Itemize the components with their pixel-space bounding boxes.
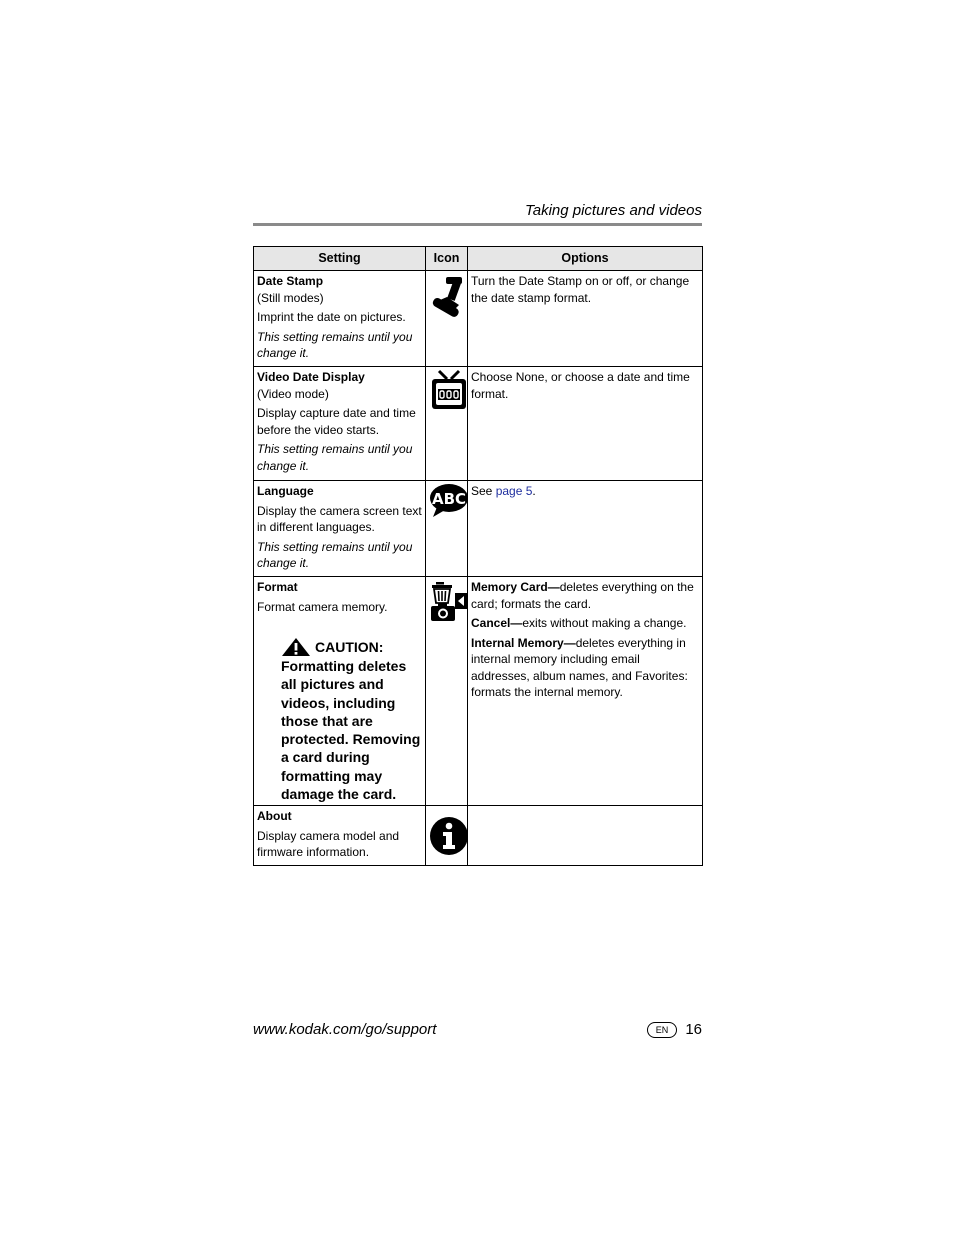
setting-description: Display capture date and time before the video starts. [257,406,416,437]
footer-url[interactable]: www.kodak.com/go/support [253,1021,437,1038]
page-number: 16 [685,1021,702,1038]
options-text: Turn the Date Stamp on or off, or change the date stamp format. [471,274,690,305]
setting-name: Language [257,484,314,498]
svg-text:ABC: ABC [431,490,467,508]
table-row-date-stamp [254,271,703,367]
options-prefix: See [471,484,496,498]
setting-name: About [257,809,292,824]
option-label: Cancel— [471,616,523,630]
page-link[interactable]: page 5 [495,484,533,498]
setting-cell [254,577,426,806]
table-row-language [254,481,703,577]
setting-name: Date Stamp [257,274,324,288]
option-text: deletes everything on the card; formats the card. [471,580,694,611]
options-suffix: . [532,484,536,498]
settings-table [253,246,703,866]
table-row-about [254,806,703,866]
date-stamp-icon [429,273,464,317]
column-header-icon: Icon [426,247,468,271]
icon-cell [426,367,468,481]
format-trash-icon [429,579,464,623]
column-header-options: Options [468,247,703,271]
icon-cell [426,577,468,806]
caution-block [281,637,422,803]
setting-name: Video Date Display [257,370,365,384]
running-header: Taking pictures and videos [524,202,702,219]
setting-note: This setting remains until you change it. [257,539,413,570]
option-label: Internal Memory— [471,635,576,650]
setting-cell [254,806,426,866]
options-cell [468,806,703,866]
warning-icon [281,637,311,657]
info-icon [429,816,464,856]
language-abc-icon [429,483,467,519]
setting-cell [254,271,426,367]
setting-mode: (Video mode) [257,386,329,401]
options-text: Choose None, or choose a date and time format. [471,370,690,401]
table-row-video-date-display [254,367,703,481]
table-header-row [254,247,703,271]
setting-note: This setting remains until you change it. [257,442,413,473]
column-header-setting: Setting [254,247,426,271]
video-date-display-icon [429,369,464,413]
options-item-internal-memory [471,635,699,701]
setting-cell [254,367,426,481]
options-item-memory-card [471,579,699,612]
caution-label: CAUTION: [315,638,384,655]
icon-cell [426,271,468,367]
setting-description: Format camera memory. [257,599,388,614]
option-label: Memory Card— [471,580,560,594]
footer-page-info [647,1021,702,1038]
options-cell [468,367,703,481]
options-item-cancel [471,615,699,632]
setting-description: Imprint the date on pictures. [257,310,406,324]
setting-cell [254,481,426,577]
option-text: exits without making a change. [522,616,687,630]
options-cell [468,577,703,806]
header-rule [253,223,702,226]
setting-note: This setting remains until you change it. [257,329,413,360]
language-badge: EN [647,1022,678,1038]
icon-cell [426,481,468,577]
caution-text: Formatting deletes all pictures and videos, including those that are protected. Removing a card during formatting may damage the card. [281,658,421,803]
setting-description: Display camera model and firmware information. [257,828,400,860]
icon-cell [426,806,468,866]
option-text: deletes everything in internal memory including email addresses, album names, and Favorites: formats the internal memory. [471,635,688,699]
options-text [471,483,699,500]
setting-mode: (Still modes) [257,290,324,305]
setting-description: Display the camera screen text in different languages. [257,503,422,534]
setting-name: Format [257,580,298,594]
options-cell [468,271,703,367]
options-cell [468,481,703,577]
table-row-format [254,577,703,806]
